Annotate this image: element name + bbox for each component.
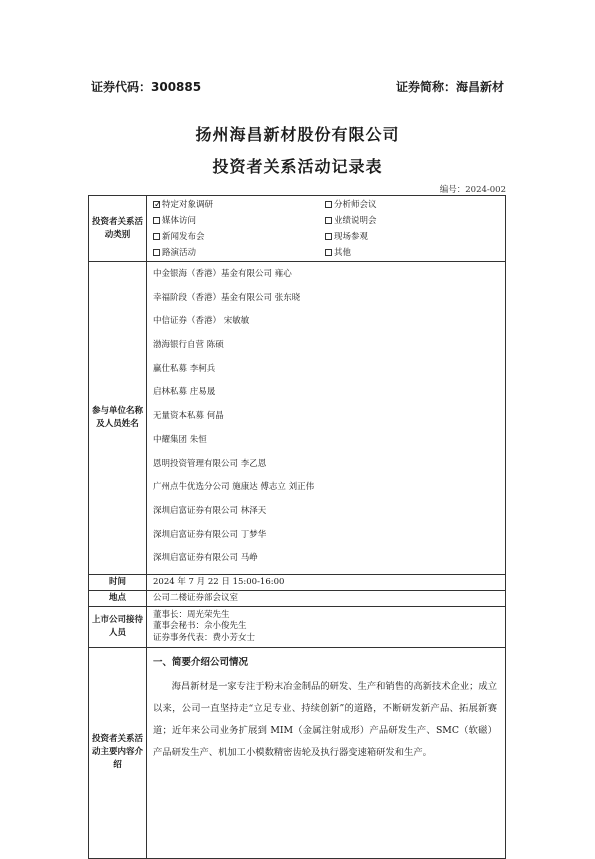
category-label: 新闻发布会 bbox=[162, 232, 205, 242]
reception-list bbox=[147, 606, 506, 647]
row-participants bbox=[89, 262, 506, 575]
stock-name: 证券简称：海昌新材 bbox=[395, 80, 504, 94]
label-location: 地点 bbox=[89, 590, 147, 606]
document-title: 投资者关系活动记录表 bbox=[212, 157, 383, 176]
category-option bbox=[325, 229, 505, 245]
empty-box-icon bbox=[325, 233, 332, 240]
participant-line: 启林私募 庄易晟 bbox=[153, 387, 216, 398]
content-body bbox=[147, 647, 506, 858]
category-label: 其他 bbox=[334, 248, 352, 258]
label-participants: 参与单位名称及人员姓名 bbox=[89, 262, 147, 575]
label-time: 时间 bbox=[89, 574, 147, 590]
category-options bbox=[147, 196, 506, 262]
category-option bbox=[153, 197, 325, 213]
stock-code: 证券代码：300885 bbox=[91, 80, 202, 94]
participant-list bbox=[147, 262, 506, 575]
section-title: 一、简要介绍公司情况 bbox=[153, 656, 249, 668]
category-option bbox=[325, 197, 505, 213]
record-table bbox=[88, 195, 506, 859]
empty-box-icon bbox=[325, 201, 332, 208]
category-option bbox=[153, 245, 325, 261]
category-option bbox=[325, 213, 505, 229]
company-intro-paragraph: 海昌新材是一家专注于粉末冶金制品的研发、生产和销售的高新技术企业；成立以来，公司一直坚持走“立足专业、持续创新”的道路，不断研发新产品、拓展新赛道；近年来公司业务扩展到 MIM（金属注射成形）产品研发生产、SMC（软磁）产品研发生产、机加工小模数精密齿轮及执行器变速箱研发和生产。 bbox=[153, 680, 497, 758]
row-location bbox=[89, 590, 506, 606]
row-reception bbox=[89, 606, 506, 647]
row-category bbox=[89, 196, 506, 262]
empty-box-icon bbox=[153, 249, 160, 256]
empty-box-icon bbox=[153, 233, 160, 240]
category-label: 特定对象调研 bbox=[162, 200, 214, 210]
category-label: 媒体访问 bbox=[162, 216, 197, 226]
participant-line: 无量资本私募 何晶 bbox=[153, 411, 224, 422]
participant-line: 中金银海（香港）基金有限公司 雍心 bbox=[153, 269, 292, 279]
participant-line: 深圳启富证券有限公司 马峥 bbox=[153, 553, 258, 564]
empty-box-icon bbox=[325, 249, 332, 256]
participant-line: 中信证券（香港） 宋敏敏 bbox=[153, 316, 250, 327]
serial-number: 编号：2024-002 bbox=[439, 185, 506, 195]
category-option bbox=[153, 213, 325, 229]
label-category: 投资者关系活动类别 bbox=[89, 196, 147, 262]
category-option bbox=[325, 245, 505, 261]
participant-line: 中耀集团 朱恒 bbox=[153, 434, 207, 445]
category-option bbox=[153, 229, 325, 245]
category-label: 业绩说明会 bbox=[334, 216, 377, 226]
participant-line: 深圳启富证券有限公司 林泽天 bbox=[153, 505, 267, 516]
label-reception: 上市公司接待人员 bbox=[89, 606, 147, 647]
participant-line: 赢仕私募 李柯兵 bbox=[153, 363, 216, 374]
row-content bbox=[89, 647, 506, 858]
meeting-location: 公司二楼证券部会议室 bbox=[153, 592, 239, 603]
participant-line: 深圳启富证券有限公司 丁梦华 bbox=[153, 529, 267, 540]
checked-box-icon bbox=[153, 201, 160, 208]
category-label: 分析师会议 bbox=[334, 200, 377, 210]
label-content: 投资者关系活动主要内容介绍 bbox=[89, 647, 147, 858]
row-time bbox=[89, 574, 506, 590]
category-label: 路演活动 bbox=[162, 248, 197, 258]
empty-box-icon bbox=[153, 217, 160, 224]
company-title: 扬州海昌新材股份有限公司 bbox=[195, 125, 400, 144]
participant-line: 广州点牛优选分公司 施康达 傅志立 刘正伟 bbox=[153, 482, 315, 493]
participant-line: 幸福阶段（香港）基金有限公司 张东晓 bbox=[153, 292, 301, 303]
meeting-time: 2024 年 7 月 22 日 15:00-16:00 bbox=[153, 576, 285, 587]
participant-line: 渤海银行自营 陈硕 bbox=[153, 340, 224, 351]
participant-line: 恩明投资管理有限公司 李乙恩 bbox=[153, 458, 267, 469]
document-header bbox=[91, 78, 504, 98]
reception-person: 证券事务代表：费小芳女士 bbox=[153, 632, 256, 643]
reception-person: 董事长：周光荣先生 bbox=[153, 609, 230, 620]
empty-box-icon bbox=[325, 217, 332, 224]
category-label: 现场参观 bbox=[334, 232, 369, 242]
reception-person: 董事会秘书：佘小俊先生 bbox=[153, 621, 247, 632]
